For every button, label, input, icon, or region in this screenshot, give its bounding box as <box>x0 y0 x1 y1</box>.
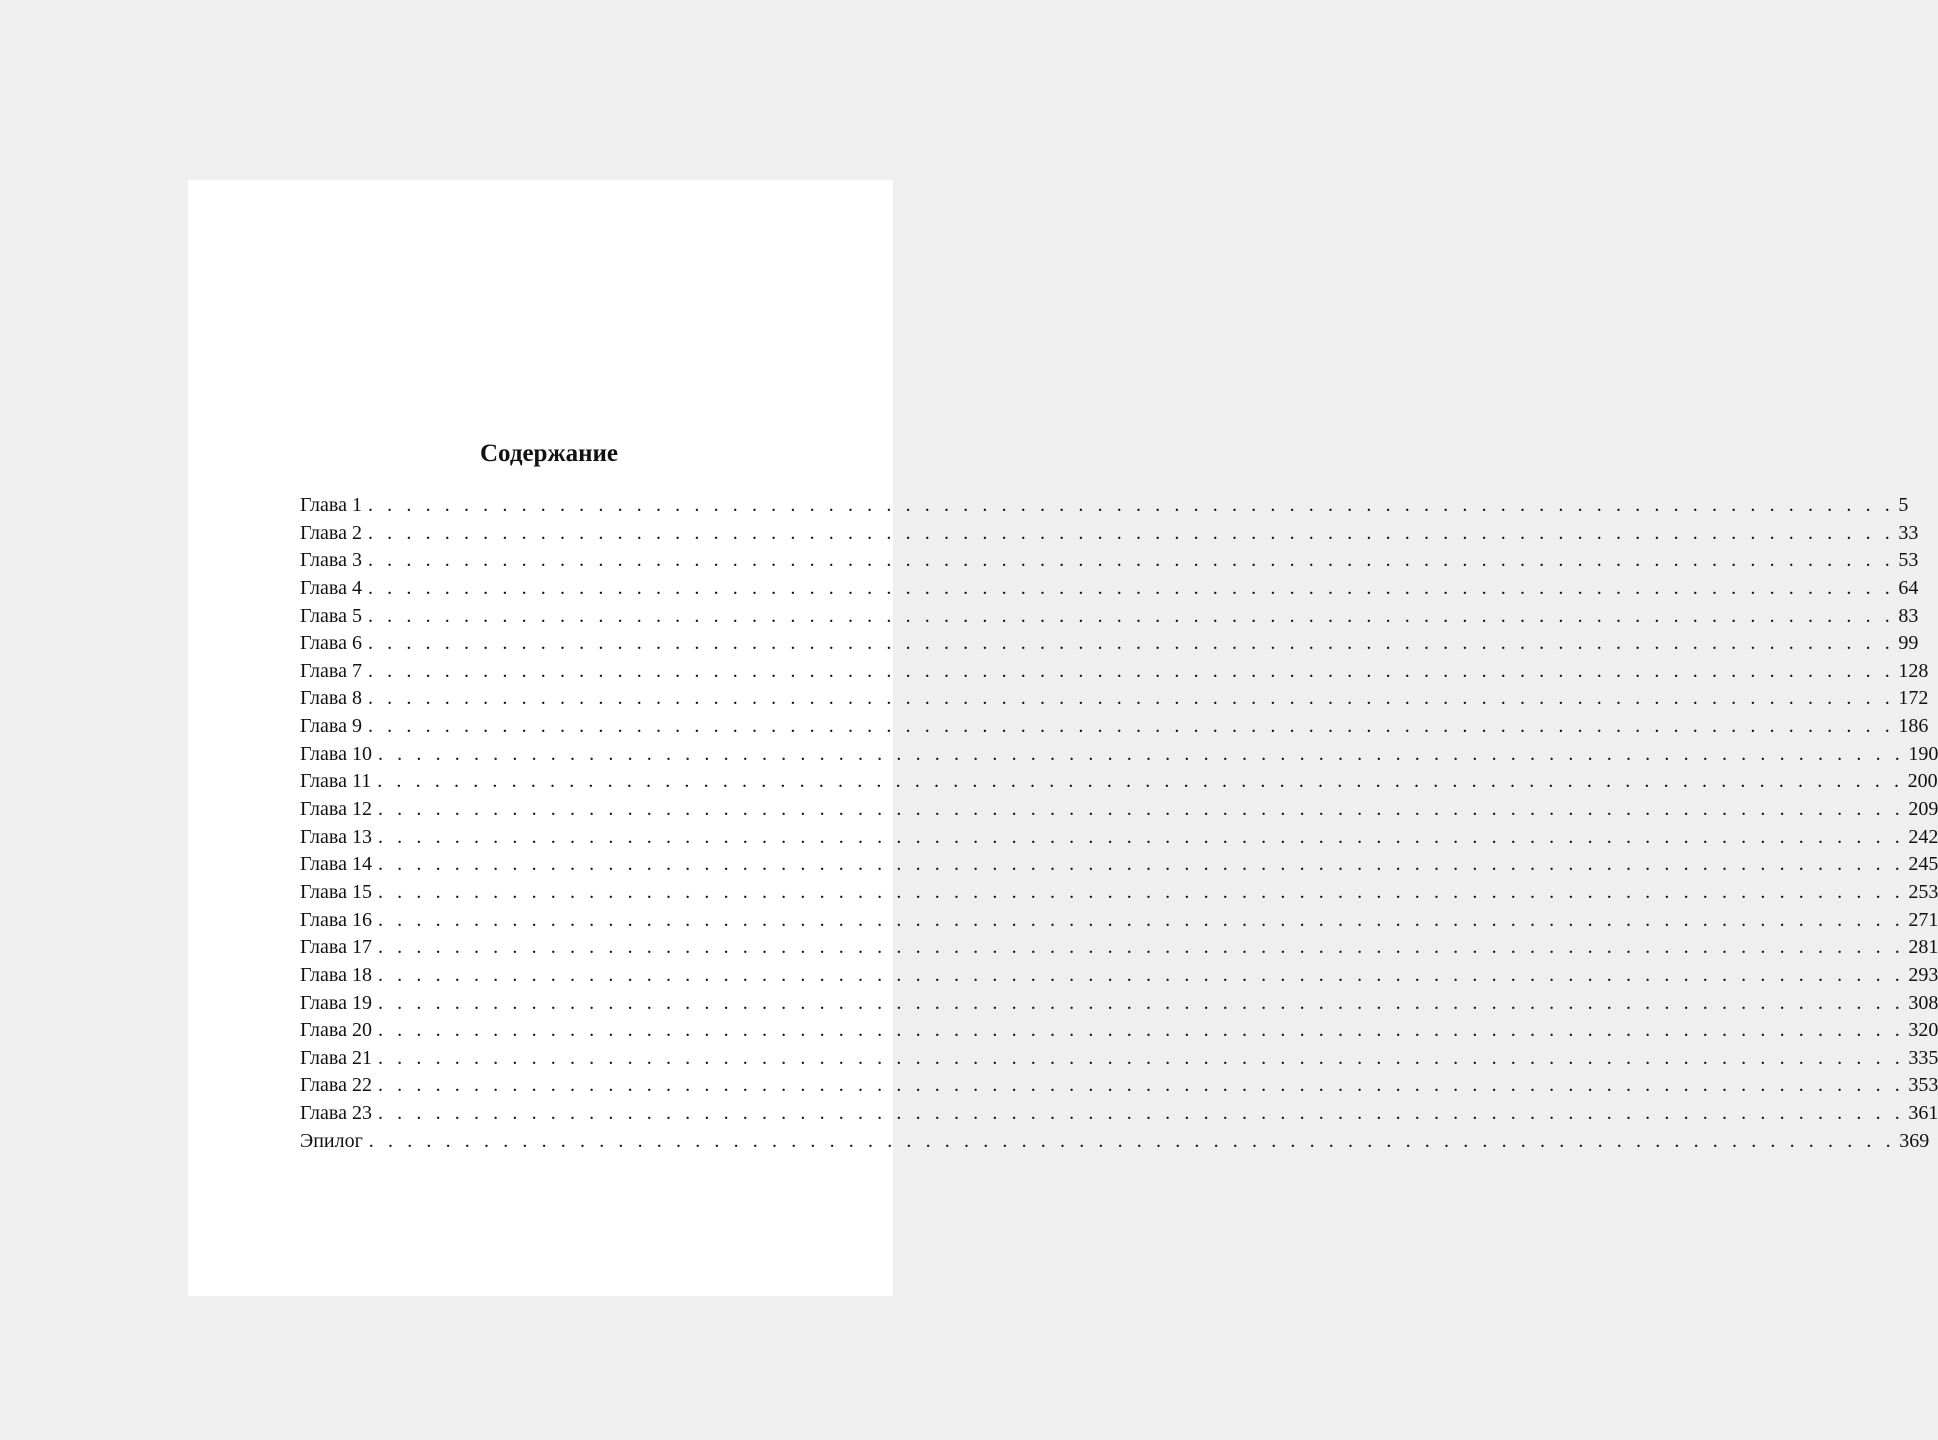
dot-leader: . . . . . . . . . . . . . . . . . . . . . . . . . . . . . . . . . . . . . . . . . . . . . . . . . . . . . . . . . . . . . . . . . . . . . . . . . . . . . . . . <box>377 1019 1905 1042</box>
toc-entry-page-number: 33 <box>1898 521 1919 544</box>
toc-entry <box>300 1100 1938 1128</box>
toc-entry-page-number: 353 <box>1908 1074 1938 1097</box>
toc-entry <box>300 630 1919 658</box>
toc-entry-page-number: 293 <box>1908 963 1938 986</box>
toc-entry-page-number: 361 <box>1908 1102 1938 1125</box>
dot-leader: . . . . . . . . . . . . . . . . . . . . . . . . . . . . . . . . . . . . . . . . . . . . . . . . . . . . . . . . . . . . . . . . . . . . . . . . . . . . . . . . <box>377 936 1905 959</box>
toc-entry <box>300 934 1938 962</box>
toc-entry <box>300 520 1919 548</box>
toc-entry-page-number: 53 <box>1898 549 1919 572</box>
dot-leader: . . . . . . . . . . . . . . . . . . . . . . . . . . . . . . . . . . . . . . . . . . . . . . . . . . . . . . . . . . . . . . . . . . . . . . . . . . . . . . . . <box>377 770 1904 793</box>
toc-entry-label: Глава 21 <box>300 1046 372 1069</box>
toc-entry <box>300 575 1919 603</box>
toc-entry <box>300 1017 1938 1045</box>
toc-entry-label: Глава 19 <box>300 991 372 1014</box>
dot-leader: . . . . . . . . . . . . . . . . . . . . . . . . . . . . . . . . . . . . . . . . . . . . . . . . . . . . . . . . . . . . . . . . . . . . . . . . . . . . . . . . <box>377 742 1905 765</box>
dot-leader: . . . . . . . . . . . . . . . . . . . . . . . . . . . . . . . . . . . . . . . . . . . . . . . . . . . . . . . . . . . . . . . . . . . . . . . . . . . . . . . . <box>367 604 1895 627</box>
toc-entry-label: Глава 22 <box>300 1074 372 1097</box>
toc-entry-label: Глава 14 <box>300 853 372 876</box>
toc-entry <box>300 492 1909 520</box>
dot-leader: . . . . . . . . . . . . . . . . . . . . . . . . . . . . . . . . . . . . . . . . . . . . . . . . . . . . . . . . . . . . . . . . . . . . . . . . . . . . . . . . <box>367 576 1895 599</box>
toc-entry-page-number: 5 <box>1898 494 1909 516</box>
dot-leader: . . . . . . . . . . . . . . . . . . . . . . . . . . . . . . . . . . . . . . . . . . . . . . . . . . . . . . . . . . . . . . . . . . . . . . . . . . . . . . . . <box>367 687 1895 710</box>
toc-entry-label: Эпилог <box>300 1129 363 1152</box>
toc-entry-label: Глава 4 <box>300 576 362 599</box>
toc-entry-label: Глава 13 <box>300 825 372 848</box>
toc-entry-page-number: 335 <box>1908 1046 1938 1069</box>
toc-entry-page-number: 242 <box>1908 825 1938 848</box>
toc-entry <box>300 603 1919 631</box>
toc-entry-page-number: 190 <box>1908 742 1938 765</box>
dot-leader: . . . . . . . . . . . . . . . . . . . . . . . . . . . . . . . . . . . . . . . . . . . . . . . . . . . . . . . . . . . . . . . . . . . . . . . . . . . . . . . . <box>367 549 1895 572</box>
toc-entry <box>300 768 1938 796</box>
toc-entry-page-number: 200 <box>1907 770 1938 793</box>
toc-entry-page-number: 83 <box>1898 604 1919 627</box>
toc-entry <box>300 1128 1930 1156</box>
dot-leader: . . . . . . . . . . . . . . . . . . . . . . . . . . . . . . . . . . . . . . . . . . . . . . . . . . . . . . . . . . . . . . . . . . . . . . . . . . . . . . . . <box>377 1074 1905 1097</box>
toc-entry <box>300 741 1938 769</box>
toc-entry-page-number: 99 <box>1898 632 1919 655</box>
toc-entry-label: Глава 9 <box>300 715 362 738</box>
toc-entry-label: Глава 15 <box>300 880 372 903</box>
toc-entry-label: Глава 10 <box>300 742 372 765</box>
toc-entry <box>300 990 1938 1018</box>
toc-entry-label: Глава 5 <box>300 604 362 627</box>
toc-entry <box>300 713 1929 741</box>
toc-entry-page-number: 64 <box>1898 576 1919 599</box>
toc-entry-page-number: 369 <box>1899 1129 1930 1152</box>
toc-entry <box>300 547 1919 575</box>
dot-leader: . . . . . . . . . . . . . . . . . . . . . . . . . . . . . . . . . . . . . . . . . . . . . . . . . . . . . . . . . . . . . . . . . . . . . . . . . . . . . . . . <box>377 825 1905 848</box>
dot-leader: . . . . . . . . . . . . . . . . . . . . . . . . . . . . . . . . . . . . . . . . . . . . . . . . . . . . . . . . . . . . . . . . . . . . . . . . . . . . . . . . <box>377 880 1905 903</box>
toc-entry-label: Глава 17 <box>300 936 372 959</box>
toc-entry-label: Глава 20 <box>300 1019 372 1042</box>
toc-entry-label: Глава 11 <box>300 770 372 793</box>
toc-entry-page-number: 172 <box>1898 687 1929 710</box>
toc-entry <box>300 962 1938 990</box>
dot-leader: . . . . . . . . . . . . . . . . . . . . . . . . . . . . . . . . . . . . . . . . . . . . . . . . . . . . . . . . . . . . . . . . . . . . . . . . . . . . . . . . <box>377 1046 1905 1069</box>
toc-entry-label: Глава 6 <box>300 632 362 655</box>
toc-entry-label: Глава 3 <box>300 549 362 572</box>
toc-entry-label: Глава 1 <box>300 494 362 516</box>
toc-entry <box>300 658 1929 686</box>
dot-leader: . . . . . . . . . . . . . . . . . . . . . . . . . . . . . . . . . . . . . . . . . . . . . . . . . . . . . . . . . . . . . . . . . . . . . . . . . . . . . . . . <box>377 908 1905 931</box>
table-of-contents <box>300 492 1938 1155</box>
toc-entry-label: Глава 12 <box>300 798 372 821</box>
toc-entry <box>300 1045 1938 1073</box>
toc-entry-label: Глава 18 <box>300 963 372 986</box>
dot-leader: . . . . . . . . . . . . . . . . . . . . . . . . . . . . . . . . . . . . . . . . . . . . . . . . . . . . . . . . . . . . . . . . . . . . . . . . . . . . . . . . <box>377 1102 1905 1125</box>
toc-entry <box>300 851 1938 879</box>
toc-entry-label: Глава 7 <box>300 659 362 682</box>
toc-entry-page-number: 271 <box>1908 908 1938 931</box>
dot-leader: . . . . . . . . . . . . . . . . . . . . . . . . . . . . . . . . . . . . . . . . . . . . . . . . . . . . . . . . . . . . . . . . . . . . . . . . . . . . . . . . <box>367 521 1895 544</box>
toc-entry-label: Глава 2 <box>300 521 362 544</box>
dot-leader: . . . . . . . . . . . . . . . . . . . . . . . . . . . . . . . . . . . . . . . . . . . . . . . . . . . . . . . . . . . . . . . . . . . . . . . . . . . . . . . . <box>367 659 1895 682</box>
toc-entry-label: Глава 16 <box>300 908 372 931</box>
toc-entry <box>300 1072 1938 1100</box>
toc-entry-page-number: 320 <box>1908 1019 1938 1042</box>
dot-leader: . . . . . . . . . . . . . . . . . . . . . . . . . . . . . . . . . . . . . . . . . . . . . . . . . . . . . . . . . . . . . . . . . . . . . . . . . . . . . . . . <box>377 991 1905 1014</box>
dot-leader: . . . . . . . . . . . . . . . . . . . . . . . . . . . . . . . . . . . . . . . . . . . . . . . . . . . . . . . . . . . . . . . . . . . . . . . . . . . . . . . . <box>368 1129 1896 1152</box>
toc-entry <box>300 879 1938 907</box>
toc-entry-label: Глава 8 <box>300 687 362 710</box>
toc-entry-page-number: 209 <box>1908 798 1938 821</box>
book-page <box>188 180 1938 1296</box>
toc-entry-page-number: 308 <box>1908 991 1938 1014</box>
toc-entry-page-number: 245 <box>1908 853 1938 876</box>
toc-entry-page-number: 281 <box>1908 936 1938 959</box>
dot-leader: . . . . . . . . . . . . . . . . . . . . . . . . . . . . . . . . . . . . . . . . . . . . . . . . . . . . . . . . . . . . . . . . . . . . . . . . . . . . . . . . <box>377 798 1905 821</box>
dot-leader: . . . . . . . . . . . . . . . . . . . . . . . . . . . . . . . . . . . . . . . . . . . . . . . . . . . . . . . . . . . . . . . . . . . . . . . . . . . . . . . . <box>367 715 1895 738</box>
toc-entry-label: Глава 23 <box>300 1102 372 1125</box>
toc-entry <box>300 796 1938 824</box>
toc-entry-page-number: 128 <box>1898 659 1929 682</box>
toc-entry <box>300 685 1929 713</box>
toc-entry-page-number: 186 <box>1898 715 1929 738</box>
dot-leader: . . . . . . . . . . . . . . . . . . . . . . . . . . . . . . . . . . . . . . . . . . . . . . . . . . . . . . . . . . . . . . . . . . . . . . . . . . . . . . . . <box>377 963 1905 986</box>
toc-entry <box>300 824 1938 852</box>
toc-entry-page-number: 253 <box>1908 880 1938 903</box>
dot-leader: . . . . . . . . . . . . . . . . . . . . . . . . . . . . . . . . . . . . . . . . . . . . . . . . . . . . . . . . . . . . . . . . . . . . . . . . . . . . . . . . <box>367 494 1895 516</box>
dot-leader: . . . . . . . . . . . . . . . . . . . . . . . . . . . . . . . . . . . . . . . . . . . . . . . . . . . . . . . . . . . . . . . . . . . . . . . . . . . . . . . . <box>377 853 1905 876</box>
dot-leader: . . . . . . . . . . . . . . . . . . . . . . . . . . . . . . . . . . . . . . . . . . . . . . . . . . . . . . . . . . . . . . . . . . . . . . . . . . . . . . . . <box>367 632 1895 655</box>
page-title: Содержание <box>479 440 618 467</box>
toc-entry <box>300 907 1938 935</box>
